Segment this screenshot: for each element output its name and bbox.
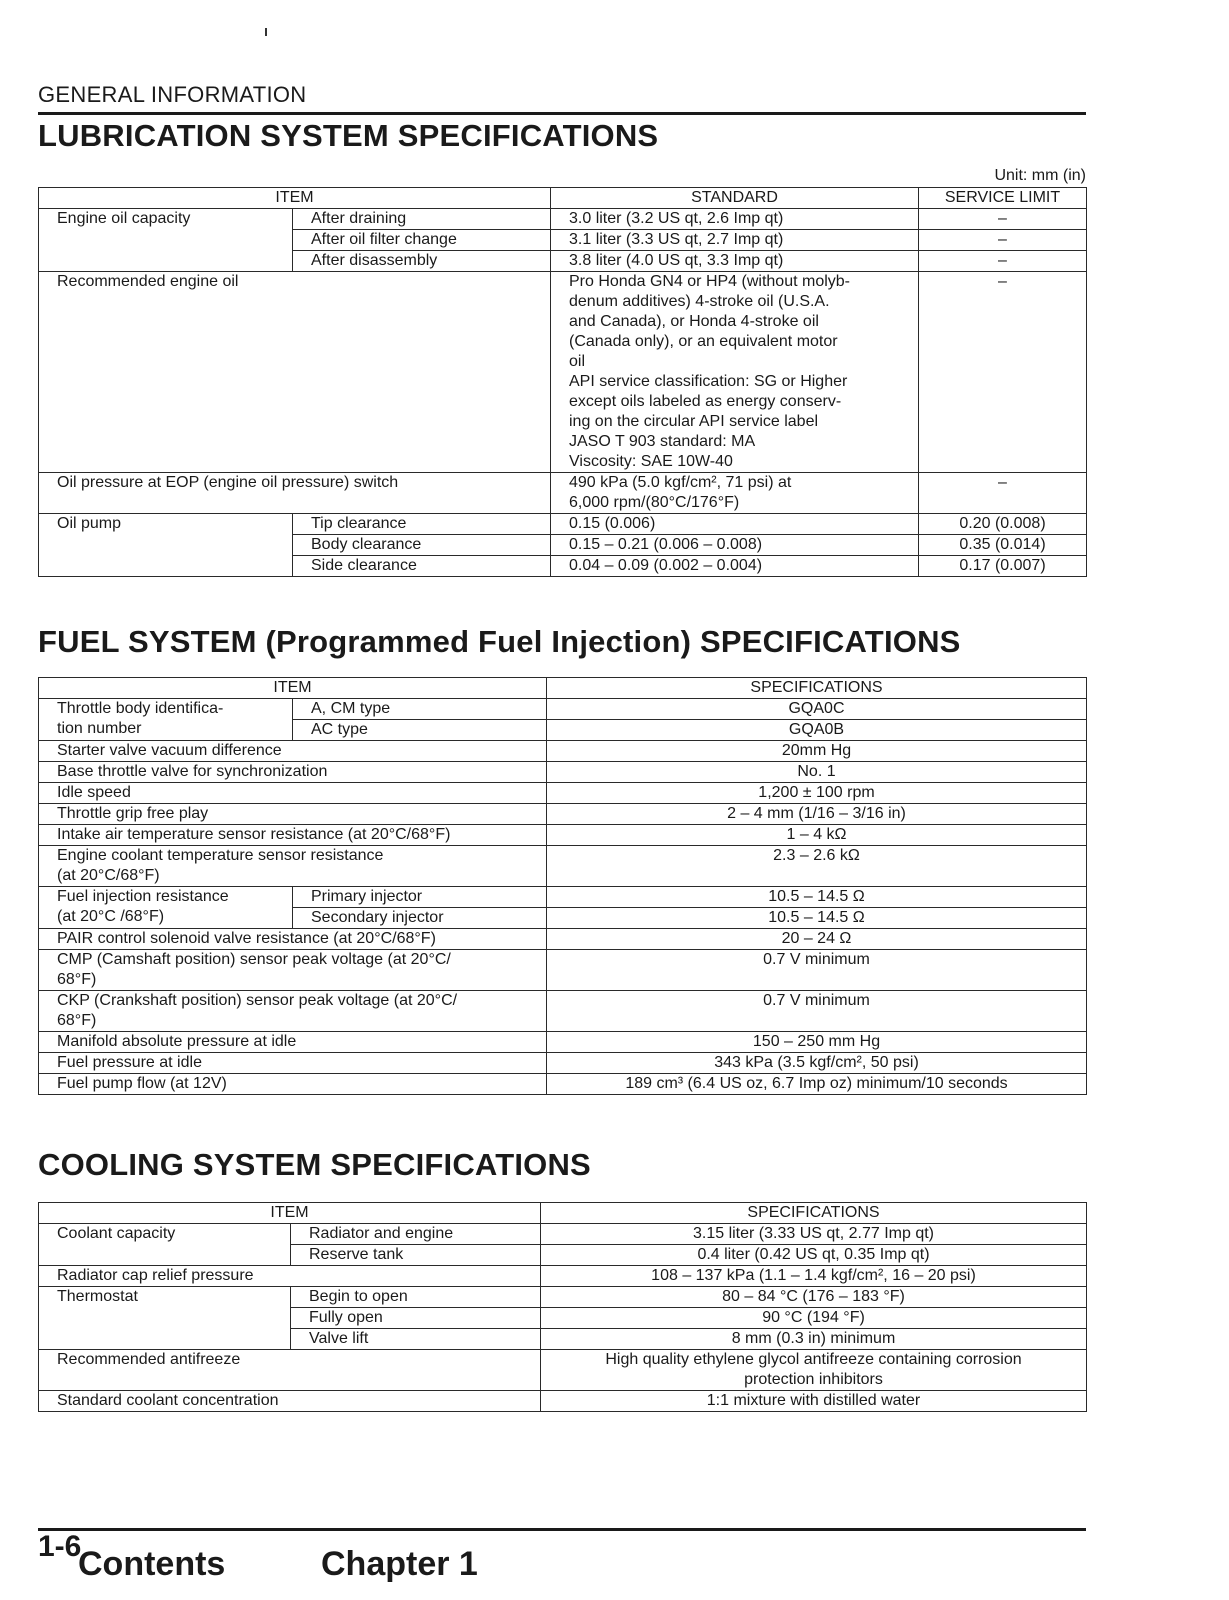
limit-value: – xyxy=(919,251,1087,272)
spec-value: 150 – 250 mm Hg xyxy=(547,1032,1087,1053)
sub-item: After oil filter change xyxy=(293,230,551,251)
col-item-header: ITEM xyxy=(39,678,547,699)
sub-item: After draining xyxy=(293,209,551,230)
sub-item: Radiator and engine xyxy=(291,1224,541,1245)
spec-value: 0.7 V minimum xyxy=(547,991,1087,1032)
item-label: CKP (Crankshaft position) sensor peak voltage (at 20°C/ 68°F) xyxy=(39,991,547,1032)
table-row xyxy=(39,699,1087,720)
standard-value: 0.15 – 0.21 (0.006 – 0.008) xyxy=(551,535,919,556)
header-rule xyxy=(38,112,1086,115)
table-row xyxy=(39,1224,1087,1245)
spec-value: 90 °C (194 °F) xyxy=(541,1308,1087,1329)
table-row xyxy=(39,825,1087,846)
limit-value: – xyxy=(919,230,1087,251)
spec-value: GQA0C xyxy=(547,699,1087,720)
item-label: CMP (Camshaft position) sensor peak voltage (at 20°C/ 68°F) xyxy=(39,950,547,991)
spec-value: 80 – 84 °C (176 – 183 °F) xyxy=(541,1287,1087,1308)
standard-value: 3.0 liter (3.2 US qt, 2.6 Imp qt) xyxy=(551,209,919,230)
item-label: Recommended antifreeze xyxy=(39,1350,541,1391)
spec-value: 0.7 V minimum xyxy=(547,950,1087,991)
limit-value: – xyxy=(919,473,1087,514)
spec-value: 2.3 – 2.6 kΩ xyxy=(547,846,1087,887)
sub-item: AC type xyxy=(293,720,547,741)
spec-value: 2 – 4 mm (1/16 – 3/16 in) xyxy=(547,804,1087,825)
item-label: Oil pressure at EOP (engine oil pressure) switch xyxy=(39,473,551,514)
limit-value: 0.35 (0.014) xyxy=(919,535,1087,556)
col-spec-header: SPECIFICATIONS xyxy=(541,1203,1087,1224)
page-number: 1-6 xyxy=(38,1530,82,1563)
item-label: Throttle body identifica- tion number xyxy=(39,699,293,741)
item-label: Fuel pressure at idle xyxy=(39,1053,547,1074)
spec-value: 10.5 – 14.5 Ω xyxy=(547,887,1087,908)
spec-value: 0.4 liter (0.42 US qt, 0.35 Imp qt) xyxy=(541,1245,1087,1266)
col-limit-header: SERVICE LIMIT xyxy=(919,188,1087,209)
standard-value: 0.15 (0.006) xyxy=(551,514,919,535)
running-head: GENERAL INFORMATION xyxy=(38,82,307,107)
col-item-header: ITEM xyxy=(39,1203,541,1224)
cooling-table xyxy=(38,1202,1087,1412)
item-label: Fuel injection resistance (at 20°C /68°F) xyxy=(39,887,293,929)
limit-value: – xyxy=(919,272,1087,473)
standard-value: 3.8 liter (4.0 US qt, 3.3 Imp qt) xyxy=(551,251,919,272)
spec-value: 343 kPa (3.5 kgf/cm², 50 psi) xyxy=(547,1053,1087,1074)
spec-value: 108 – 137 kPa (1.1 – 1.4 kgf/cm², 16 – 20 psi) xyxy=(541,1266,1087,1287)
table-row xyxy=(39,514,1087,535)
sub-item: Body clearance xyxy=(293,535,551,556)
item-label: Engine oil capacity xyxy=(39,209,293,272)
standard-value: 0.04 – 0.09 (0.002 – 0.004) xyxy=(551,556,919,577)
spec-value: High quality ethylene glycol antifreeze containing corrosion protection inhibitors xyxy=(541,1350,1087,1391)
item-label: Fuel pump flow (at 12V) xyxy=(39,1074,547,1095)
item-label: Idle speed xyxy=(39,783,547,804)
lubrication-title: LUBRICATION SYSTEM SPECIFICATIONS xyxy=(38,118,659,153)
table-row xyxy=(39,804,1087,825)
table-row xyxy=(39,929,1087,950)
sub-item: Fully open xyxy=(291,1308,541,1329)
spec-value: 8 mm (0.3 in) minimum xyxy=(541,1329,1087,1350)
item-label: Oil pump xyxy=(39,514,293,577)
item-label: Standard coolant concentration xyxy=(39,1391,541,1412)
chapter-link[interactable]: Chapter 1 xyxy=(321,1545,478,1583)
spec-value: 3.15 liter (3.33 US qt, 2.77 Imp qt) xyxy=(541,1224,1087,1245)
spec-value: 1,200 ± 100 rpm xyxy=(547,783,1087,804)
spec-value: 20mm Hg xyxy=(547,741,1087,762)
item-label: Recommended engine oil xyxy=(39,272,551,473)
sub-item: Side clearance xyxy=(293,556,551,577)
table-row xyxy=(39,846,1087,887)
standard-value: 490 kPa (5.0 kgf/cm², 71 psi) at 6,000 rpm/(80°C/176°F) xyxy=(551,473,919,514)
contents-link[interactable]: Contents xyxy=(78,1545,226,1583)
limit-value: 0.17 (0.007) xyxy=(919,556,1087,577)
spec-value: 189 cm³ (6.4 US oz, 6.7 Imp oz) minimum/10 seconds xyxy=(547,1074,1087,1095)
item-label: Thermostat xyxy=(39,1287,291,1350)
spec-value: 10.5 – 14.5 Ω xyxy=(547,908,1087,929)
table-row xyxy=(39,209,1087,230)
item-label: Intake air temperature sensor resistance (at 20°C/68°F) xyxy=(39,825,547,846)
standard-value: 3.1 liter (3.3 US qt, 2.7 Imp qt) xyxy=(551,230,919,251)
spec-value: 1 – 4 kΩ xyxy=(547,825,1087,846)
table-row xyxy=(39,950,1087,991)
spec-value: 1:1 mixture with distilled water xyxy=(541,1391,1087,1412)
sub-item: A, CM type xyxy=(293,699,547,720)
cooling-title: COOLING SYSTEM SPECIFICATIONS xyxy=(38,1147,591,1182)
table-row xyxy=(39,1391,1087,1412)
table-row xyxy=(39,783,1087,804)
sub-item: Valve lift xyxy=(291,1329,541,1350)
item-label: Base throttle valve for synchronization xyxy=(39,762,547,783)
item-label: Manifold absolute pressure at idle xyxy=(39,1032,547,1053)
sub-item: After disassembly xyxy=(293,251,551,272)
sub-item: Reserve tank xyxy=(291,1245,541,1266)
footer-rule xyxy=(38,1528,1086,1531)
sub-item: Secondary injector xyxy=(293,908,547,929)
table-row xyxy=(39,762,1087,783)
spec-value: 20 – 24 Ω xyxy=(547,929,1087,950)
table-row xyxy=(39,991,1087,1032)
unit-note: Unit: mm (in) xyxy=(994,167,1086,184)
table-row xyxy=(39,741,1087,762)
table-row xyxy=(39,1350,1087,1391)
lubrication-table xyxy=(38,187,1087,577)
item-label: Coolant capacity xyxy=(39,1224,291,1266)
table-header-row xyxy=(39,1203,1087,1224)
fuel-table xyxy=(38,677,1087,1095)
table-row xyxy=(39,1053,1087,1074)
sub-item: Tip clearance xyxy=(293,514,551,535)
col-spec-header: SPECIFICATIONS xyxy=(547,678,1087,699)
table-row xyxy=(39,1032,1087,1053)
scan-mark xyxy=(265,28,267,36)
table-row xyxy=(39,1266,1087,1287)
sub-item: Begin to open xyxy=(291,1287,541,1308)
item-label: PAIR control solenoid valve resistance (at 20°C/68°F) xyxy=(39,929,547,950)
sub-item: Primary injector xyxy=(293,887,547,908)
limit-value: – xyxy=(919,209,1087,230)
fuel-title: FUEL SYSTEM (Programmed Fuel Injection) SPECIFICATIONS xyxy=(38,624,961,659)
item-label: Engine coolant temperature sensor resistance (at 20°C/68°F) xyxy=(39,846,547,887)
table-row xyxy=(39,272,1087,473)
col-item-header: ITEM xyxy=(39,188,551,209)
item-label: Throttle grip free play xyxy=(39,804,547,825)
table-row xyxy=(39,887,1087,908)
spec-value: No. 1 xyxy=(547,762,1087,783)
standard-value: Pro Honda GN4 or HP4 (without molyb- denum additives) 4-stroke oil (U.S.A. and Canada), or Honda 4-stroke oil (Canada only), or an equivalent motor oil API service classification: SG or Higher except oils labeled as energy conserv- ing on the circular API service label JASO T 903 standard: MA Viscosity: SAE 10W-40 xyxy=(551,272,919,473)
item-label: Radiator cap relief pressure xyxy=(39,1266,541,1287)
table-row xyxy=(39,1287,1087,1308)
table-header-row xyxy=(39,678,1087,699)
item-label: Starter valve vacuum difference xyxy=(39,741,547,762)
table-row xyxy=(39,1074,1087,1095)
col-standard-header: STANDARD xyxy=(551,188,919,209)
spec-value: GQA0B xyxy=(547,720,1087,741)
limit-value: 0.20 (0.008) xyxy=(919,514,1087,535)
table-header-row xyxy=(39,188,1087,209)
table-row xyxy=(39,473,1087,514)
